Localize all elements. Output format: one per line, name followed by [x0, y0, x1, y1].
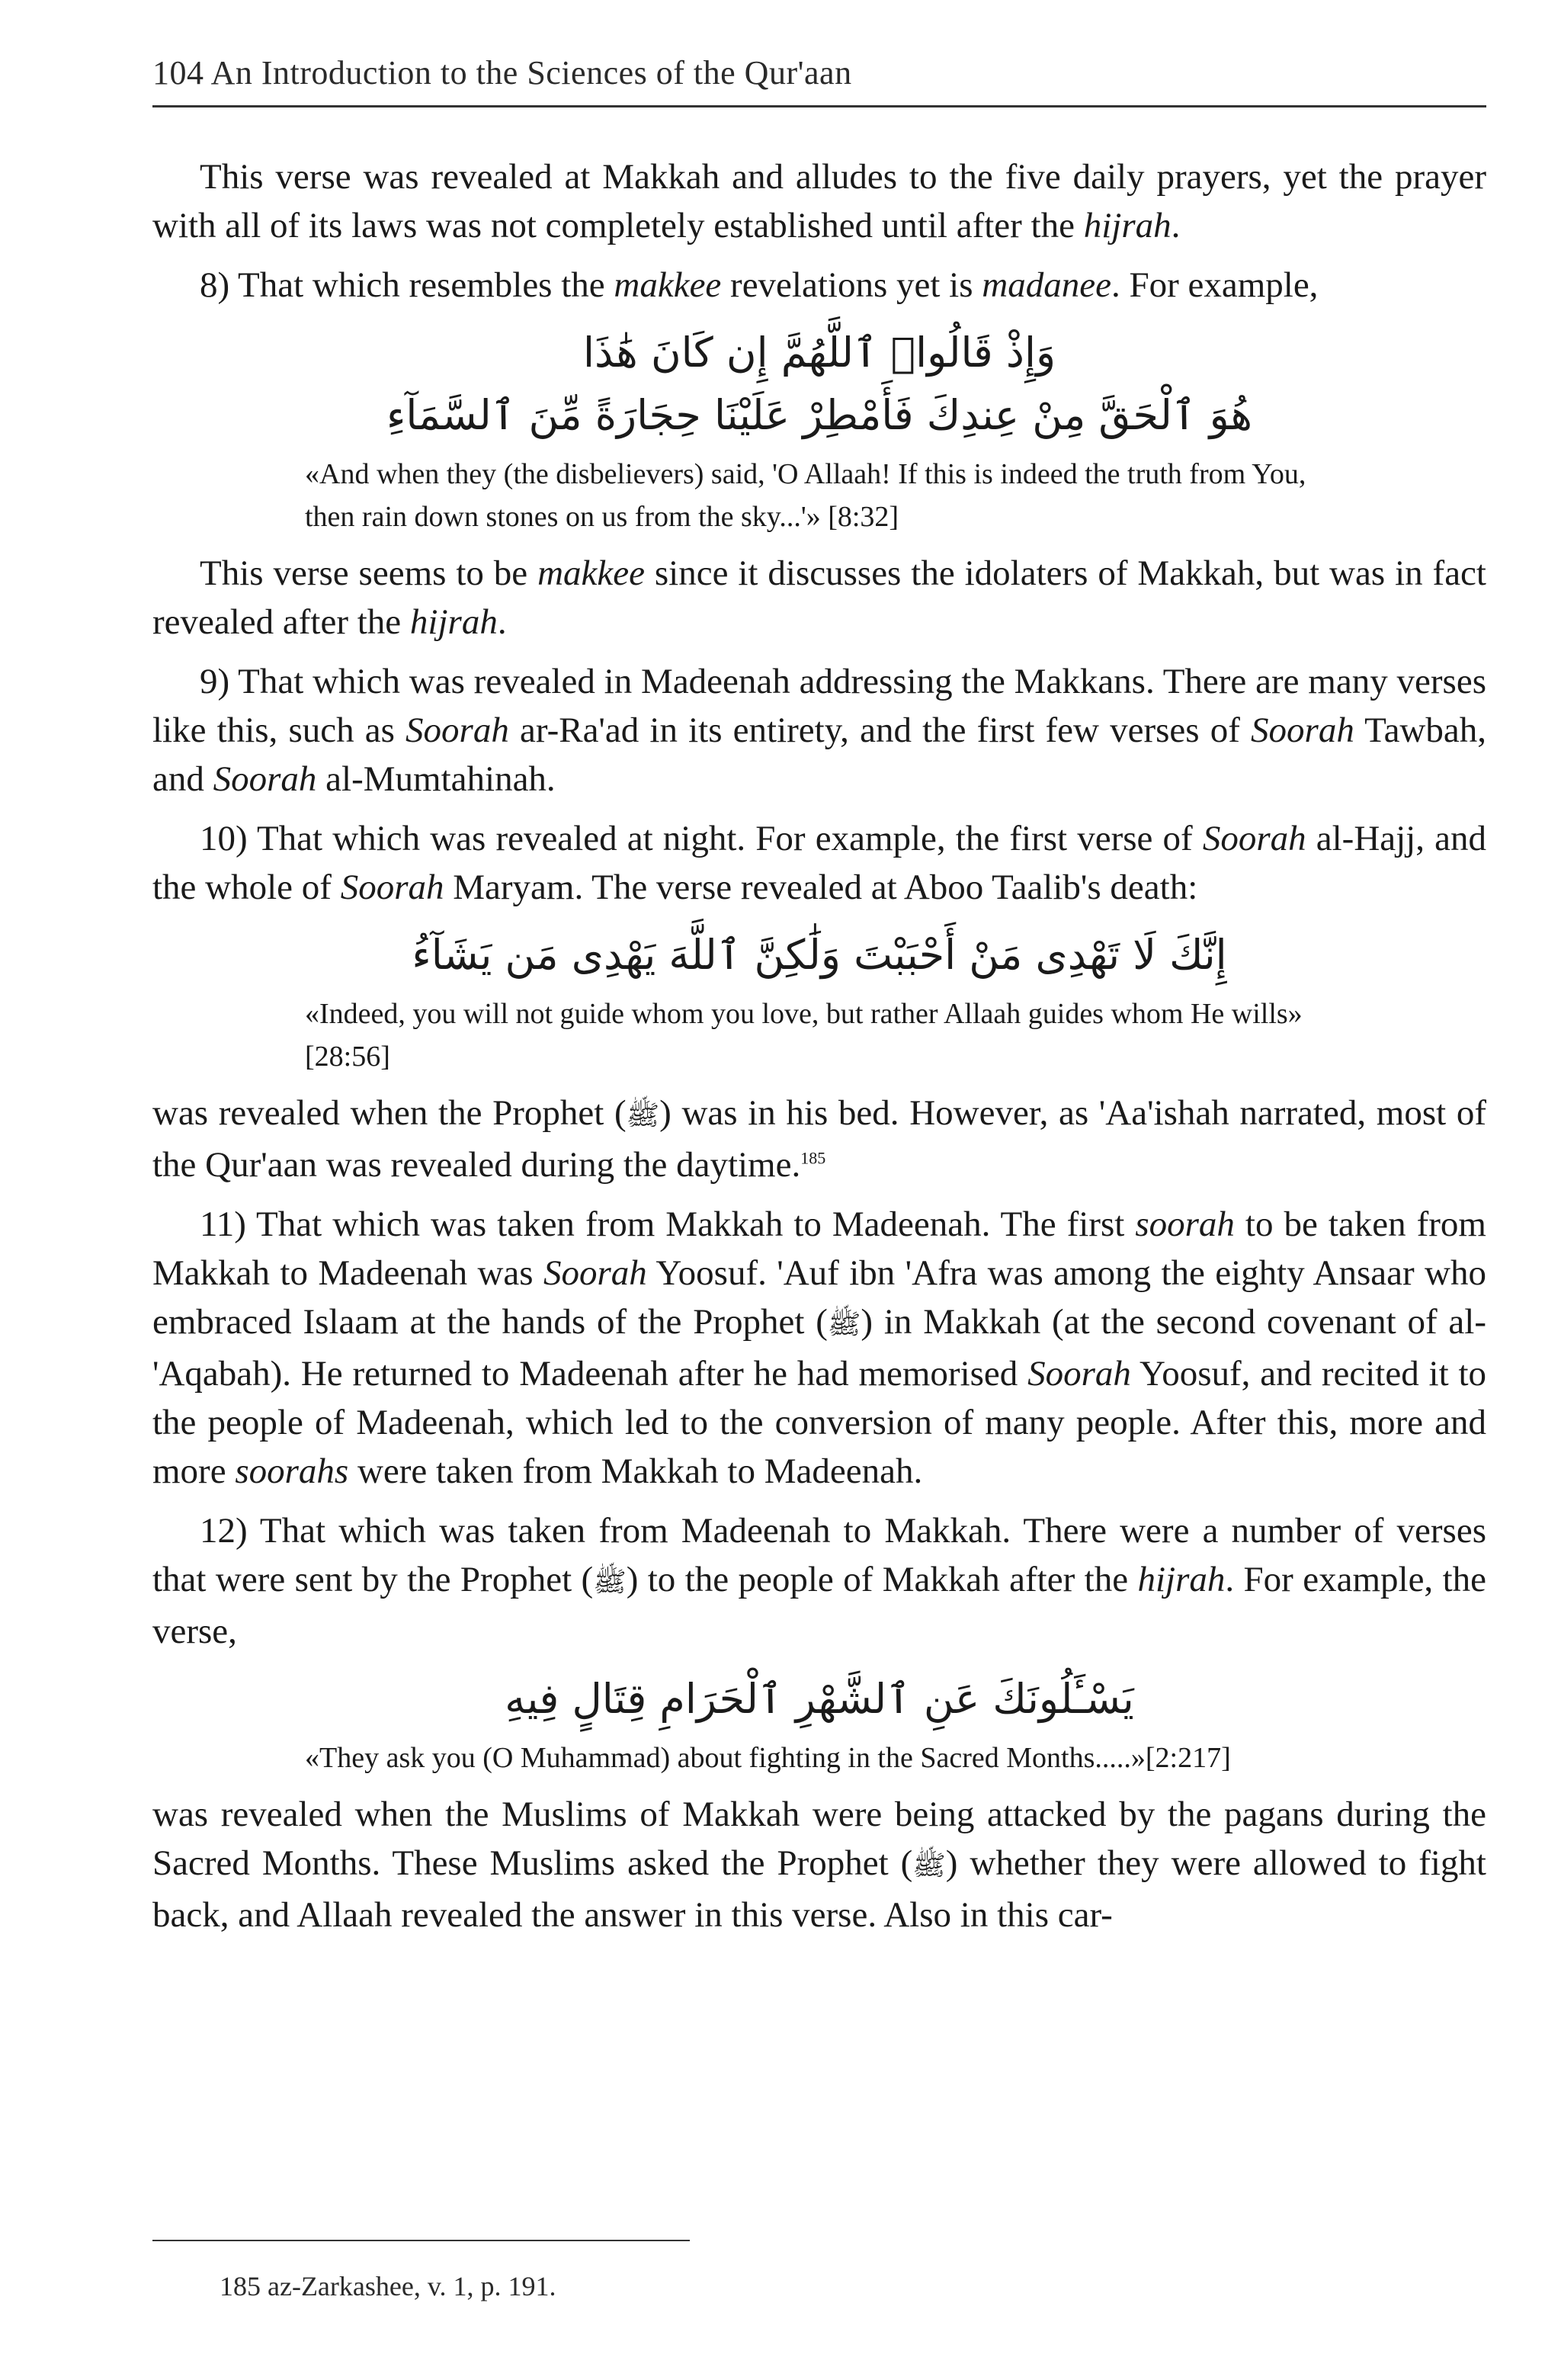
arabic-verse-8-32: وَإِذْ قَالُوا۟ ٱللَّهُمَّ إِن كَانَ هَٰذَا هُوَ ٱلْحَقَّ مِنْ عِندِكَ فَأَمْطِرْ عَلَيْنَا حِجَارَةً مِّنَ ٱلسَّمَآءِ: [386, 329, 1252, 439]
translation-2-217: «They ask you (O Muhammad) about fighting in the Sacred Months.....»[2:217]: [305, 1742, 1231, 1774]
footnote-ref[interactable]: 185: [800, 1148, 826, 1168]
footnote-185: 185 az-Zarkashee, v. 1, p. 191.: [220, 2271, 556, 2301]
running-head: 104 An Introduction to the Sciences of the Qur'aan: [152, 54, 852, 91]
paragraph-item-9: 9) That which was revealed in Madeenah addressing the Makkans. There are many verses like this, such as Soorah ar-Ra'ad in its entirety, and the first few verses of Soorah Tawbah, and Soorah al-Mumtahinah.: [152, 662, 1486, 799]
translation-8-32: «And when they (the disbelievers) said, 'O Allaah! If this is indeed the truth from You, then rain down stones on us from the sky...'» [8:32]: [305, 458, 1306, 533]
translation-28-56: «Indeed, you will not guide whom you love, but rather Allaah guides whom He wills» [28:56]: [305, 998, 1303, 1073]
paragraph-item-10: 10) That which was revealed at night. For example, the first verse of Soorah al-Hajj, and the whole of Soorah Maryam. The verse revealed at Aboo Taalib's death:: [152, 819, 1486, 907]
salla-symbol: ﷺ: [593, 1567, 627, 1598]
page-body: [152, 152, 1486, 1939]
paragraph-item-8: 8) That which resembles the makkee revelations yet is madanee. For example,: [200, 265, 1319, 305]
paragraph-item-11: 11) That which was taken from Makkah to Madeenah. The first soorah to be taken from Makkah to Madeenah was Soorah Yoosuf. 'Auf ibn 'Afra was among the eighty Ansaar who embraced Islaam at the hands of the Prophet (ﷺ) in Makkah (at the second covenant of al-'Aqabah). He returned to Madeenah after he had memorised Soorah Yoosuf, and recited it to the people of Madeenah, which led to the conversion of many people. After this, more and more soorahs were taken from Makkah to Madeenah.: [152, 1204, 1486, 1491]
header-rule: [152, 105, 1486, 107]
arabic-verse-28-56: إِنَّكَ لَا تَهْدِى مَنْ أَحْبَبْتَ وَلَٰكِنَّ ٱللَّهَ يَهْدِى مَن يَشَآءُ: [412, 931, 1227, 979]
salla-symbol: ﷺ: [912, 1850, 946, 1881]
paragraph-item-12: 12) That which was taken from Madeenah to Makkah. There were a number of verses that were sent by the Prophet (ﷺ) to the people of Makkah after the hijrah. For example, the verse,: [152, 1511, 1486, 1651]
arabic-verse-2-217: يَسْـَٔلُونَكَ عَنِ ٱلشَّهْرِ ٱلْحَرَامِ قِتَالٍ فِيهِ: [505, 1675, 1134, 1723]
paragraph-night-revelation: was revealed when the Prophet (ﷺ) was in his bed. However, as 'Aa'ishah narrated, most of the Qur'aan was revealed during the daytime.$^{185}$: [152, 1093, 1486, 1185]
paragraph-hijrah-prayer: This verse was revealed at Makkah and alludes to the five daily prayers, yet the prayer with all of its laws was not completely established until after the hijrah.: [152, 157, 1486, 245]
salla-symbol: ﷺ: [827, 1309, 861, 1340]
paragraph-sacred-months: was revealed when the Muslims of Makkah were being attacked by the pagans during the Sacred Months. These Muslims asked the Prophet (ﷺ) whether they were allowed to fight back, and Allaah revealed the answer in this verse. Also in this car-: [152, 1795, 1486, 1935]
footnote-rule: [152, 2240, 690, 2241]
paragraph-makkee-comment: This verse seems to be makkee since it discusses the idolaters of Makkah, but was in fact revealed after the hijrah.: [152, 553, 1486, 642]
salla-symbol: ﷺ: [626, 1100, 660, 1131]
